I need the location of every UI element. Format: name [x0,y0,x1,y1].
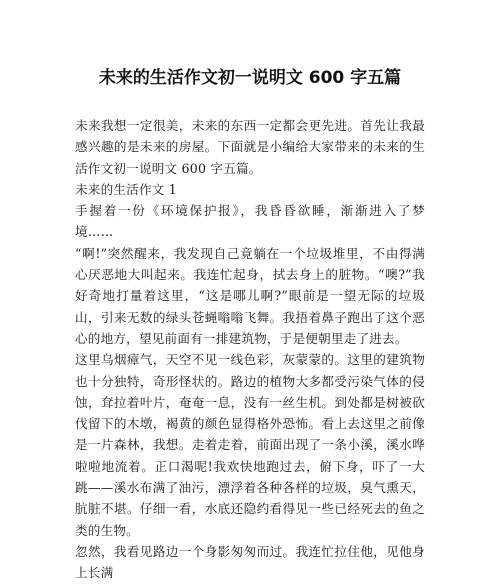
page-title: 未来的生活作文初一说明文 600 字五篇 [98,68,402,88]
body-paragraph: 这里乌烟瘴气，天空不见一线色彩，灰蒙蒙的。这里的建筑物也十分独特，奇形怪状的。路边的植物大多都受污染气体的侵蚀，耷拉着叶片，奄奄一息，没有一丝生机。到处都是树被砍伐留下的木墩，褐黄的颜色显得格外恐怖。看上去这里之前像是一片森林，我想。走着走着，前面出现了一条小溪，溪水哗啦啦地流着。正口渴呢!我欢快地跑过去，俯下身，吓了一大跳——溪水布满了油污，漂浮着各种各样的垃圾，臭气熏天，肮脏不堪。仔细一看，水底还隐约看得见一些已经死去的鱼之类的生物。 [75,352,425,538]
article-body [75,115,425,584]
body-paragraph: 手握着一份《环境保护报》，我昏昏欲睡，渐渐进入了梦境…… [75,203,425,240]
body-paragraph: “啊!”突然醒来，我发现自己竟躺在一个垃圾堆里，不由得满心厌恶地大叫起来。我连忙起身，拭去身上的脏物。“噢?”我好奇地打量着这里，“这是哪儿啊?”眼前是一望无际的垃圾山，引来无数的绿头苍蝇嗡嗡飞舞。我捂着鼻子跑出了这个恶心的地方，望见前面有一排建筑物，于是便朝里走了进去。 [75,245,425,346]
body-paragraph: 忽然，我看见路边一个身影匆匆而过。我连忙拉住他，见他身上长满 [75,543,425,581]
intro-paragraph: 未来我想一定很美，未来的东西一定都会更先进。首先让我最感兴趣的是未来的房屋。下面就是小编给大家带来的未来的生活作文初一说明文 600 字五篇。 [75,118,425,176]
section-heading: 未来的生活作文 1 [75,181,177,197]
